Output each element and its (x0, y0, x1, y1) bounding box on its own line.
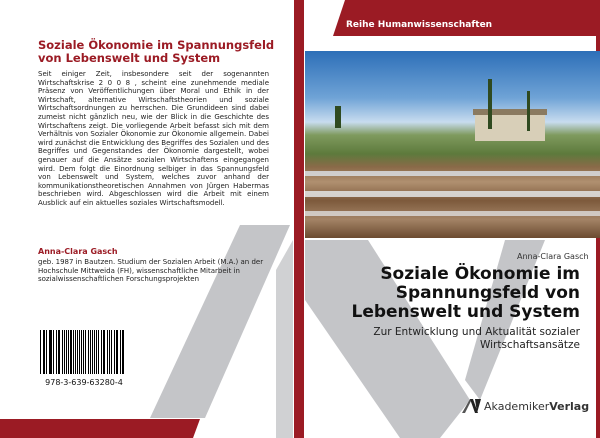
barcode-bar (59, 330, 60, 374)
barcode-bar (66, 330, 67, 374)
barcode-bar (43, 330, 44, 374)
barcode-bar (46, 330, 47, 374)
barcode-bar (75, 330, 76, 374)
barcode-bar (92, 330, 93, 374)
front-title: Soziale Ökonomie im Spannungsfeld von Lebenswelt und System (351, 264, 580, 322)
barcode-bar (94, 330, 95, 374)
barcode-bar (103, 330, 104, 374)
barcode-bar (44, 330, 45, 374)
spine (294, 0, 304, 438)
back-author: Anna-Clara Gasch (38, 247, 118, 256)
barcode-bar (85, 330, 86, 374)
front-author: Anna-Clara Gasch (517, 252, 589, 261)
barcode-bar (107, 330, 109, 374)
barcode-bar (116, 330, 117, 374)
barcode-bar (88, 330, 90, 374)
barcode-bar (56, 330, 57, 374)
barcode-bar (49, 330, 50, 374)
blurb: Seit einiger Zeit, insbesondere seit der sogenannten Wirtschaftskrise 2 0 0 8 , scheint eine zunehmende mediale Präsenz von Veröffentlichungen über Moral und Ethik in der Wirtschaft, alternative Wirtschaftstheorien und soziale Wirtschaftsordnungen zu herrschen. Die Grundideen sind dabei zumeist nicht gänzlich neu, wie der Blick in die Geschichte des Wirtschaftens zeigt. Die vorliegende Arbeit befasst sich mit dem Verhältnis von Sozialer Ökonomie zur Ökonomie allgemein. Dabei wird zunächst die Entwicklung des Begriffes des Sozialen und des Begriffes und Gegenstandes der Ökonomie dargestellt, wobei genauer auf die Ansätze sozialen Wirtschaftens eingegangen wird. Dem folgt die Einordnung selbiger in das Spannungsfeld von Lebenswelt und System, welches zuvor anhand der kommunikationstheoretischen Annahmen von Jürgen Habermas beschrieben wird. Abgeschlossen wird die Arbeit mit einem Ausblick auf ein aktuelles soziales Wirtschaftsmodell. (38, 70, 269, 207)
back-gray-stripe (150, 225, 290, 418)
barcode-bar (62, 330, 63, 374)
barcode-bar (90, 330, 91, 374)
series-label: Reihe Humanwissenschaften (346, 20, 493, 30)
barcode-bar (109, 330, 110, 374)
landscape-illustration (305, 51, 600, 238)
barcode-bar (98, 330, 99, 374)
barcode-bar (101, 330, 102, 374)
publisher-logo-icon (462, 398, 482, 414)
barcode-bar (123, 330, 124, 374)
barcode-bar (77, 330, 78, 374)
barcode-bar (68, 330, 69, 374)
barcode-bar (114, 330, 115, 374)
back-gray-right (276, 240, 293, 438)
publisher-name-b: Verlag (549, 400, 590, 413)
barcode-bar (53, 330, 54, 374)
barcode-bar (73, 330, 74, 374)
publisher-name (484, 400, 589, 413)
barcode-bar (117, 330, 118, 374)
barcode-bar (104, 330, 105, 374)
back-red-band (0, 419, 200, 438)
barcode-bar (79, 330, 80, 374)
author-bio: geb. 1987 in Bautzen. Studium der Sozialen Arbeit (M.A.) an der Hochschule Mittweida (FH), wissenschaftliche Mitarbeit in sozialwissenschaftlichen Forschungsprojekten (38, 258, 264, 284)
cover-photo (305, 51, 600, 238)
barcode-bar (96, 330, 97, 374)
barcode-bar (83, 330, 84, 374)
series-band (333, 0, 600, 36)
back-title: Soziale Ökonomie im Spannungsfeld von Lebenswelt und System (38, 38, 275, 65)
barcode-bar (120, 330, 121, 374)
barcode-bar (70, 330, 72, 374)
isbn: 978-3-639-63280-4 (45, 378, 123, 387)
barcode-bar (122, 330, 123, 374)
subtitle: Zur Entwicklung und Aktualität sozialer Wirtschaftsansätze (373, 326, 580, 351)
publisher-name-a: Akademiker (484, 400, 550, 413)
barcode-bar (50, 330, 52, 374)
barcode-bar (111, 330, 112, 374)
barcode-bar (64, 330, 65, 374)
barcode-bar (81, 330, 82, 374)
barcode-bar (58, 330, 59, 374)
barcode-bar (40, 330, 41, 374)
barcode (40, 330, 126, 374)
